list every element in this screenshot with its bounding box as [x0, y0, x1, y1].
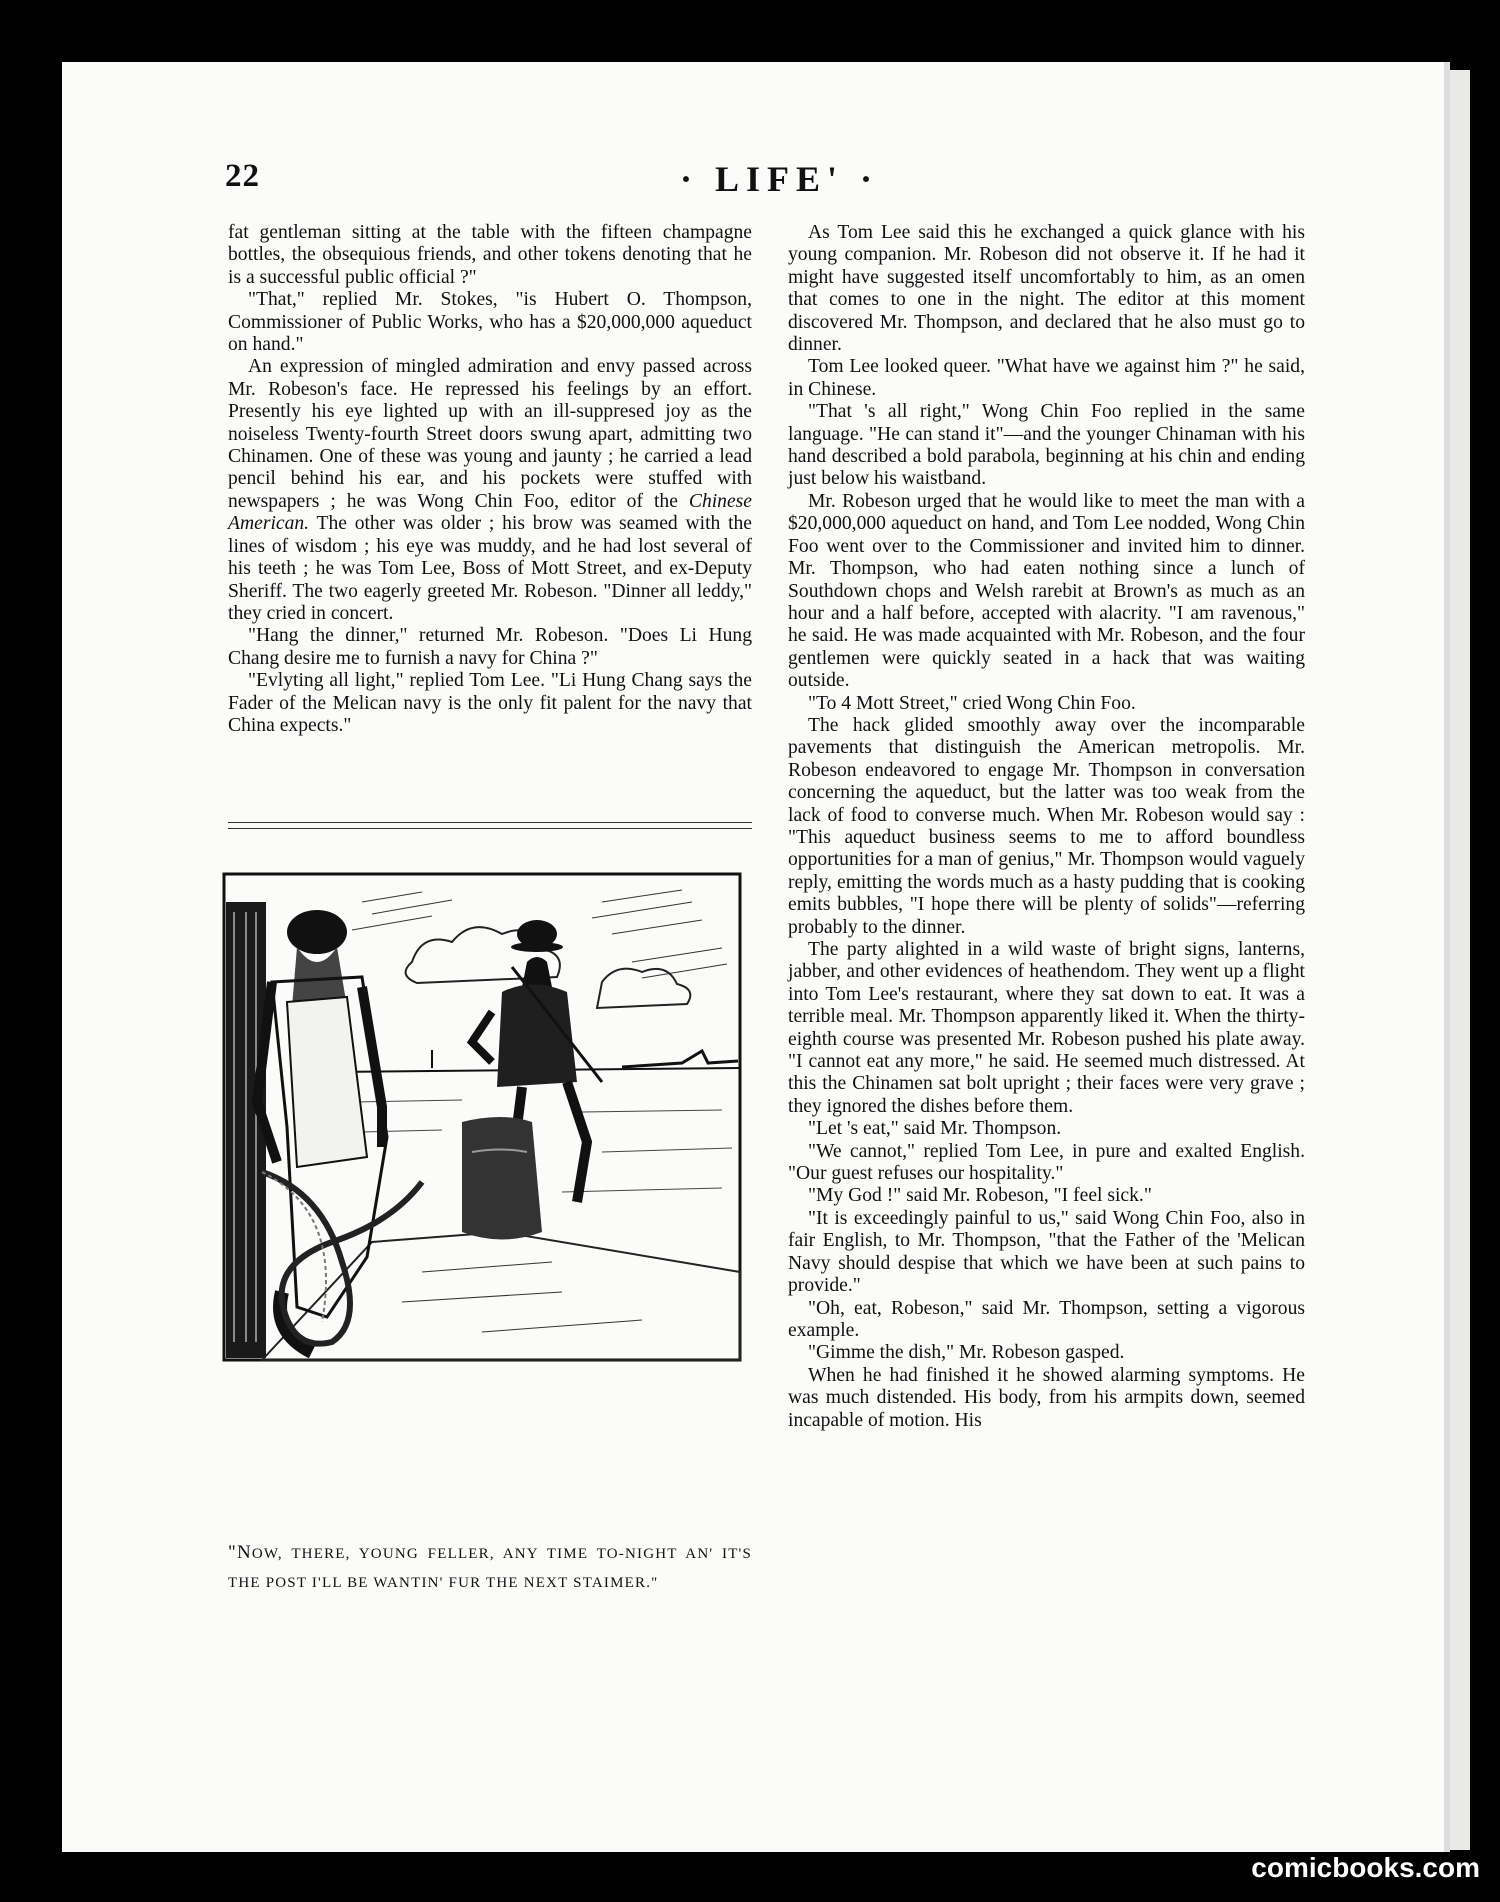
paragraph: "That 's all right," Wong Chin Foo replied in the same language. "He can stand it"—and the younger Chinaman with his hand described a bold parabola, beginning at his chin and ending just below his waistband.: [788, 401, 1305, 490]
paragraph: "My God !" said Mr. Robeson, "I feel sick.": [808, 1185, 1152, 1207]
divider-rule: [228, 822, 752, 823]
caption-text: OW, THERE, YOUNG FELLER, ANY TIME TO-NIGHT AN' IT'S THE POST I'LL BE WANTIN' FUR THE NEXT STAIMER.": [228, 1546, 752, 1591]
illustration-caption: [228, 1538, 752, 1598]
paragraph: As Tom Lee said this he exchanged a quick glance with his young companion. Mr. Robeson did not observe it. If he had it might have suggested itself uncomfortably to him, as an omen that comes to one in the night. The editor at this moment discovered Mr. Thompson, and declared that he also must go to dinner.: [788, 222, 1305, 356]
paragraph: The hack glided smoothly away over the incomparable pavements that distinguish the American metropolis. Mr. Robeson endeavored to engage Mr. Thompson in conversation concerning the aqueduct, but the latter was too weak from the lack of food to converse much. When Mr. Robeson would say : "This aqueduct business seems to me to afford boundless opportunities for a man of genius," Mr. Thompson would vaguely reply, emitting the words much as a hasty pudding that is cooking emits bubbles, "I hope there will be plenty of solids"—referring probably to the dinner.: [788, 714, 1305, 938]
paragraph: "To 4 Mott Street," cried Wong Chin Foo.: [808, 692, 1136, 714]
paragraph: "Evlyting all light," replied Tom Lee. "Li Hung Chang says the Fader of the Melican navy is the only fit palent for the navy that China expects.": [228, 670, 752, 736]
italic-title: Chinese American.: [228, 490, 752, 535]
paragraph: "It is exceedingly painful to us," said Wong Chin Foo, also in fair English, to Mr. Thompson, "that the Father of the 'Melican Navy should despise that which we have been at such pains to provide.": [788, 1207, 1305, 1297]
paragraph: "Gimme the dish," Mr. Robeson gasped.: [808, 1342, 1125, 1364]
masthead-title: · LIFE' ·: [680, 159, 880, 199]
right-column: [788, 222, 1305, 1432]
paragraph-text: An expression of mingled admiration and envy passed across Mr. Robeson's face. He repressed his feelings by an effort. Presently his eye lighted up with an ill-suppresed joy as the noiseless Twenty-fourth Street doors swung apart, admitting two Chinamen. One of these was young and jaunty ; he carried a lead pencil behind his ear, and his pockets were stuffed with newspapers ; he was Wong Chin Foo, editor of the: [228, 356, 752, 512]
illustration: [222, 872, 742, 1362]
paragraph: "Oh, eat, Robeson," said Mr. Thompson, setting a vigorous example.: [788, 1297, 1305, 1341]
paragraph: Mr. Robeson urged that he would like to meet the man with a $20,000,000 aqueduct on hand, and Tom Lee nodded, Wong Chin Foo went over to the Commissioner and invited him to dinner. Mr. Thompson, who had eaten nothing since a lunch of Southdown chops and Welsh rarebit at Brown's as much as an hour and a half before, accepted with alacrity. "I am ravenous," he said. He was made acquainted with Mr. Robeson, and the four gentlemen were quickly seated in a hack that was waiting outside.: [788, 490, 1305, 692]
divider-rule: [228, 828, 752, 829]
paragraph: fat gentleman sitting at the table with the fifteen champagne bottles, the obsequious friends, and other tokens denoting that he is a successful public official ?": [228, 222, 752, 288]
paragraph: "We cannot," replied Tom Lee, in pure and exalted English. "Our guest refuses our hospitality.": [788, 1140, 1305, 1185]
paragraph: When he had finished it he showed alarming symptoms. He was much distended. His body, from his armpits down, seemed incapable of motion. His: [788, 1364, 1305, 1431]
paragraph: "Hang the dinner," returned Mr. Robeson. "Does Li Hung Chang desire me to furnish a navy for China ?": [228, 625, 752, 669]
paragraph-text: The other was older ; his brow was seamed with the lines of wisdom ; his eye was muddy, and he had lost several of his teeth ; he was Tom Lee, Boss of Mott Street, and ex-Deputy Sheriff. The two eagerly greeted Mr. Robeson. "Dinner all leddy," they cried in concert.: [228, 513, 753, 624]
watermark: comicbooks.com: [1251, 1852, 1480, 1883]
page-number: 22: [225, 158, 260, 194]
page-right-edge: [1450, 70, 1470, 1850]
left-column: [228, 222, 752, 737]
paragraph: [228, 356, 752, 625]
paragraph: "Let 's eat," said Mr. Thompson.: [808, 1118, 1062, 1140]
bollard: [462, 1117, 542, 1240]
paragraph: Tom Lee looked queer. "What have we against him ?" he said, in Chinese.: [788, 356, 1305, 400]
caption-lead: "N: [228, 1542, 252, 1563]
paragraph: The party alighted in a wild waste of bright signs, lanterns, jabber, and other evidences of heathendom. They went up a flight into Tom Lee's restaurant, where they sat down to eat. It was a terrible meal. Mr. Thompson apparently liked it. When the thirty-eighth course was presented Mr. Robeson pushed his plate away. "I cannot eat any more," he said. He seemed much distressed. At this the Chinamen sat bolt upright ; their faces were very grave ; they ignored the dishes before them.: [788, 939, 1305, 1117]
paragraph: "That," replied Mr. Stokes, "is Hubert O. Thompson, Commissioner of Public Works, who has a $20,000,000 aqueduct on hand.": [228, 289, 752, 356]
